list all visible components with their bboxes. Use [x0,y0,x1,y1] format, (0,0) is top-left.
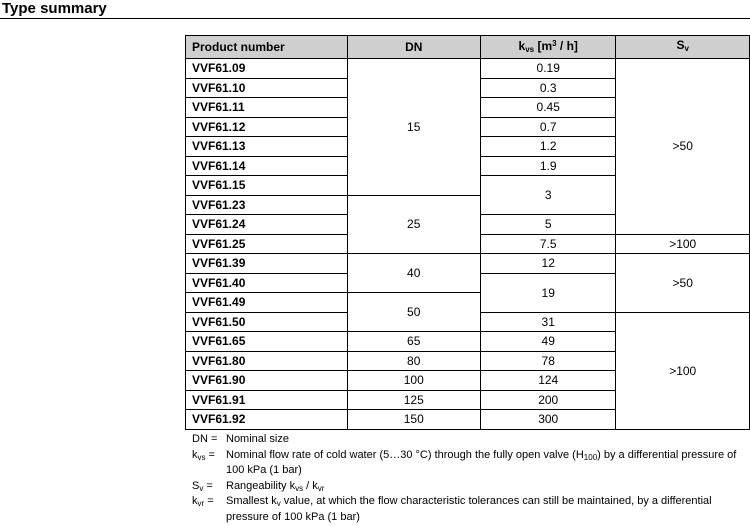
footnote-text: Nominal flow rate of cold water (5…30 °C) through the fully open valve $(H_{100})$ by a differential pressure of 100 kPa (1 bar) [226,448,737,476]
page-title: Type summary [2,0,107,17]
product-number-cell: VVF61.24 [186,215,348,235]
product-number-cell: VVF61.14 [186,156,348,176]
footnote-symbol: $S_v$ = [192,479,213,493]
header-sv: $S_v$ [616,36,750,59]
kvs-cell: 0.7 [480,117,615,137]
product-number-cell: VVF61.80 [186,351,348,371]
kvs-cell: 124 [480,371,615,391]
dn-cell: 150 [347,410,480,430]
kvs-cell: 19 [480,273,615,312]
dn-cell: 125 [347,390,480,410]
footnote-item [192,480,746,496]
product-number-cell: VVF61.12 [186,117,348,137]
dn-cell: 50 [347,293,480,332]
footnote-item [192,495,746,526]
product-number-cell: VVF61.40 [186,273,348,293]
dn-cell: 65 [347,332,480,352]
product-number-cell: VVF61.11 [186,98,348,118]
dn-cell: 80 [347,351,480,371]
kvs-cell: 3 [480,176,615,215]
kvs-cell: 300 [480,410,615,430]
kvs-cell: 7.5 [480,234,615,254]
product-number-cell: VVF61.23 [186,195,348,215]
product-number-cell: VVF61.25 [186,234,348,254]
dn-cell: 25 [347,195,480,254]
dn-cell: 15 [347,59,480,196]
footnote-item [192,433,746,449]
header-dn: DN [347,36,480,59]
table-header-row [186,36,750,59]
kvs-cell: 0.3 [480,78,615,98]
product-number-cell: VVF61.90 [186,371,348,391]
footnotes [192,433,746,526]
footnote-symbol: DN = [192,433,218,445]
kvs-cell: 49 [480,332,615,352]
type-summary-table [185,35,750,430]
footnote-symbol: $k_{vr}$ = [192,495,214,508]
sv-cell: >50 [616,59,750,235]
footnote-symbol: $k_{vs}$ = [192,448,215,462]
dn-cell: 40 [347,254,480,293]
sv-cell: >100 [616,234,750,254]
kvs-cell: 5 [480,215,615,235]
product-number-cell: VVF61.13 [186,137,348,157]
kvs-cell: 1.9 [480,156,615,176]
product-number-cell: VVF61.92 [186,410,348,430]
product-number-cell: VVF61.15 [186,176,348,196]
kvs-cell: 1.2 [480,137,615,157]
sv-cell: >100 [616,312,750,429]
kvs-cell: 0.45 [480,98,615,118]
kvs-cell: 31 [480,312,615,332]
kvs-cell: 200 [480,390,615,410]
footnote-text: Smallest $k_v$ value, at which the flow characteristic tolerances can still be maintained, by a differential pressure of 100 kPa (1 bar) [226,495,712,523]
footnote-text: Nominal size [226,433,289,445]
product-number-cell: VVF61.09 [186,59,348,79]
title-rule [0,18,750,19]
kvs-cell: 78 [480,351,615,371]
header-product-number: Product number [186,36,348,59]
header-kvs: $k_{vs}$ $[m^3 / h]$ [480,36,615,59]
product-number-cell: VVF61.49 [186,293,348,313]
product-number-cell: VVF61.65 [186,332,348,352]
table-row [186,59,750,79]
dn-cell: 100 [347,371,480,391]
footnote-item [192,449,746,480]
kvs-cell: 0.19 [480,59,615,79]
table-row [186,254,750,274]
footnote-text: Rangeability $k_{vs} / k_{vr}$ [226,479,325,493]
product-number-cell: VVF61.91 [186,390,348,410]
kvs-cell: 12 [480,254,615,274]
product-number-cell: VVF61.10 [186,78,348,98]
product-number-cell: VVF61.39 [186,254,348,274]
product-number-cell: VVF61.50 [186,312,348,332]
sv-cell: >50 [616,254,750,313]
